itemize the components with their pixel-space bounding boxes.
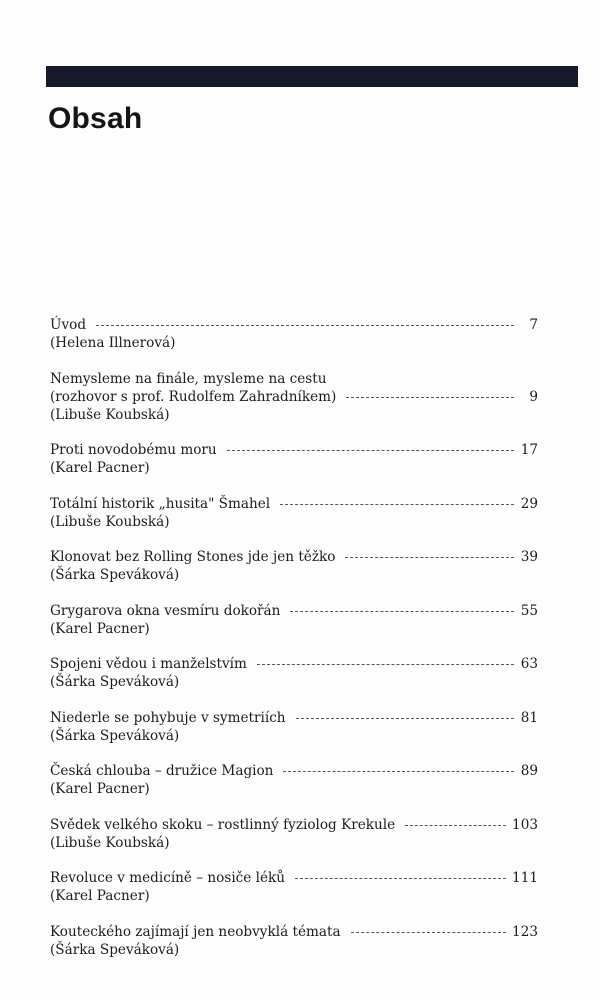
dot-leader	[280, 504, 514, 505]
toc-entry	[50, 370, 538, 424]
toc-entry-title: Spojeni vědou i manželstvím	[50, 656, 247, 672]
toc-entry	[50, 441, 538, 477]
dot-leader	[345, 557, 514, 558]
toc-page-number: 17	[520, 442, 538, 458]
toc-page-number: 123	[512, 923, 538, 940]
toc-entry-title: Totální historik „husita" Šmahel	[50, 495, 271, 512]
toc-entry-author: (Libuše Koubská)	[50, 834, 170, 851]
dot-leader	[96, 325, 514, 326]
toc-entry-author: (Karel Pacner)	[50, 620, 150, 637]
dot-leader	[346, 397, 514, 398]
toc-title-line	[50, 316, 538, 334]
toc-entry	[50, 816, 538, 852]
header-bar	[46, 66, 578, 87]
toc-page-number: 55	[520, 602, 538, 619]
toc-entry-author: (Karel Pacner)	[50, 888, 150, 904]
toc-entry-author: (Šárka Speváková)	[50, 941, 180, 958]
toc-page-number: 103	[512, 816, 538, 833]
toc-title-line	[50, 923, 538, 941]
toc-entry-author: (Šárka Speváková)	[50, 727, 180, 744]
dot-leader	[283, 771, 514, 772]
toc-entry-subtitle: (rozhovor s prof. Rudolfem Zahradníkem)	[50, 388, 337, 405]
toc-entry-title: Revoluce v medicíně – nosiče léků	[50, 870, 286, 886]
toc-entry	[50, 316, 538, 352]
toc-entry-author: (Helena Illnerová)	[50, 335, 176, 351]
toc-entry-title: Klonovat bez Rolling Stones jde jen těžko	[50, 549, 336, 565]
dot-leader	[257, 664, 514, 665]
toc-title-line	[50, 869, 538, 887]
toc-entry	[50, 548, 538, 584]
toc-entry	[50, 655, 538, 691]
toc-entry-title: Česká chlouba – družice Magion	[50, 763, 274, 779]
toc-title-line	[50, 816, 538, 834]
toc-page-number: 39	[520, 549, 538, 565]
toc-page-number: 7	[529, 317, 538, 333]
toc-entry	[50, 709, 538, 745]
dot-leader	[295, 878, 506, 879]
toc-entry-author: (Libuše Koubská)	[50, 513, 170, 530]
toc-title-line	[50, 709, 538, 727]
toc-entry-title: Úvod	[50, 317, 87, 333]
dot-leader	[227, 450, 514, 451]
toc-entry-title: Niederle se pohybuje v symetriích	[50, 709, 286, 726]
toc-entry	[50, 923, 538, 959]
toc-entry-title: Proti novodobému moru	[50, 442, 217, 458]
toc-title-line	[50, 602, 538, 620]
table-of-contents	[50, 316, 538, 976]
toc-entry	[50, 762, 538, 798]
toc-entry-author: (Karel Pacner)	[50, 460, 150, 476]
dot-leader	[296, 718, 514, 719]
toc-title-line	[50, 441, 538, 459]
dot-leader	[290, 611, 514, 612]
toc-entry	[50, 602, 538, 638]
toc-entry-author: (Libuše Koubská)	[50, 406, 170, 423]
dot-leader	[405, 825, 506, 826]
toc-entry-title-first-line: Nemysleme na finále, mysleme na cestu	[50, 370, 327, 387]
toc-entry	[50, 869, 538, 905]
toc-entry-author: (Šárka Speváková)	[50, 674, 180, 690]
toc-page-number: 9	[529, 388, 538, 405]
toc-page-number: 89	[520, 763, 538, 779]
toc-entry-title: Svědek velkého skoku – rostlinný fyziolog Krekule	[50, 816, 396, 833]
toc-title-line	[50, 548, 538, 566]
page-title: Obsah	[48, 102, 143, 135]
toc-title-line	[50, 495, 538, 513]
toc-entry-title: Kouteckého zajímají jen neobvyklá témata	[50, 923, 341, 940]
toc-entry	[50, 495, 538, 531]
toc-page-number: 111	[512, 870, 538, 886]
toc-title-line	[50, 762, 538, 780]
toc-page-number: 29	[520, 495, 538, 512]
toc-page-number: 63	[520, 656, 538, 672]
toc-title-line	[50, 388, 538, 406]
toc-entry-author: (Šárka Speváková)	[50, 567, 180, 583]
toc-page-number: 81	[520, 709, 538, 726]
toc-title-line	[50, 655, 538, 673]
toc-entry-author: (Karel Pacner)	[50, 781, 150, 797]
dot-leader	[351, 932, 506, 933]
toc-entry-title: Grygarova okna vesmíru dokořán	[50, 602, 281, 619]
